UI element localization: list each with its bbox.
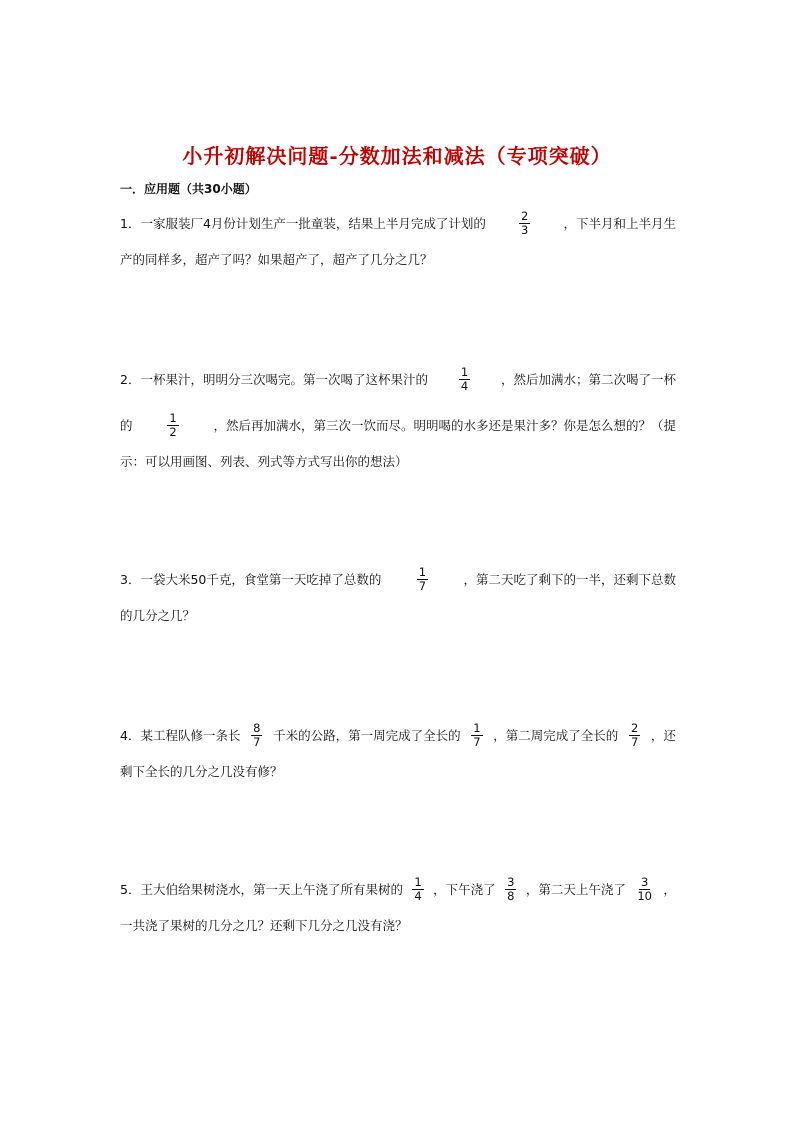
question-5-line-2: 一共浇了果树的几分之几？还剩下几分之几没有浇？	[120, 918, 408, 933]
fraction-numerator: 1	[414, 875, 422, 889]
q5-text-c: ，第二天上午浇了	[525, 881, 626, 897]
fraction-denominator: 2	[169, 425, 177, 439]
question-1-line-2: 产的同样多，超产了吗？如果超产了，超产了几分之几？	[120, 252, 433, 267]
q1-text-b: ，下半月和上半月生	[563, 215, 676, 231]
page-title: 小升初解决问题-分数加法和减法（专项突破）	[182, 144, 612, 168]
fraction-denominator: 7	[630, 735, 639, 749]
fraction-denominator: 7	[418, 579, 427, 593]
fraction-numerator: 1	[460, 365, 469, 379]
q1-text-a: 1．一家服装厂4月份计划生产一批童装，结果上半月完成了计划的	[120, 215, 486, 231]
question-4-line-1	[120, 722, 676, 749]
q5-fraction-1	[412, 876, 423, 903]
q3-fraction-1	[417, 566, 428, 593]
fraction-denominator: 8	[507, 889, 515, 903]
question-2-line-2	[120, 412, 676, 439]
q2-text-a: 2．一杯果汁，明明分三次喝完。第一次喝了这杯果汁的	[120, 371, 428, 387]
fraction-numerator: 8	[253, 721, 261, 735]
fraction-numerator: 1	[473, 721, 481, 735]
q5-fraction-2	[505, 876, 516, 903]
fraction-numerator: 2	[630, 721, 639, 735]
q4-fraction-3	[629, 722, 640, 749]
q5-fraction-3	[635, 876, 654, 903]
q3-text-b: ，第二天吃了剩下的一半，还剩下总数	[463, 571, 676, 587]
fraction-numerator: 3	[641, 875, 649, 889]
q2-text-d: ，然后再加满水，第三次一饮而尽。明明喝的水多还是果汁多？你是怎么想的？（提	[213, 417, 676, 433]
q3-text-a: 3．一袋大米50千克，食堂第一天吃掉了总数的	[120, 571, 382, 587]
fraction-numerator: 1	[169, 411, 177, 425]
q5-text-a: 5．王大伯给果树浇水，第一天上午浇了所有果树的	[120, 881, 403, 897]
q1-fraction-1	[519, 210, 530, 237]
fraction-denominator: 10	[637, 889, 652, 903]
fraction-denominator: 3	[521, 223, 529, 237]
q2-fraction-2	[167, 412, 178, 439]
q4-fraction-1	[251, 722, 262, 749]
q2-text-b: ，然后加满水；第二次喝了一杯	[500, 371, 676, 387]
fraction-numerator: 3	[507, 875, 515, 889]
fraction-denominator: 4	[460, 379, 469, 393]
q5-text-b: ，下午浇了	[433, 881, 496, 897]
q4-text-d: ，还	[650, 727, 676, 743]
fraction-denominator: 7	[253, 735, 261, 749]
fraction-numerator: 2	[521, 209, 529, 223]
question-2-line-1	[120, 366, 676, 393]
q4-text-b: 千米的公路，第一周完成了全长的	[273, 727, 461, 743]
question-3-line-1	[120, 566, 676, 593]
question-3-line-2: 的几分之几？	[120, 608, 196, 623]
question-2-line-3: 示：可以用画图、列表、列式等方式写出你的想法）	[120, 454, 408, 469]
q5-text-d: ，	[663, 881, 676, 897]
question-1-line-1	[120, 210, 676, 237]
q2-text-c: 的	[120, 417, 133, 433]
q4-text-a: 4．某工程队修一条长	[120, 727, 241, 743]
question-4-line-2: 剩下全长的几分之几没有修？	[120, 764, 283, 779]
section-heading: 一．应用题（共30小题）	[120, 182, 257, 196]
fraction-denominator: 7	[473, 735, 481, 749]
fraction-denominator: 4	[414, 889, 422, 903]
q2-fraction-1	[459, 366, 470, 393]
fraction-numerator: 1	[418, 565, 427, 579]
q4-fraction-2	[471, 722, 482, 749]
q4-text-c: ，第二周完成了全长的	[493, 727, 619, 743]
question-5-line-1	[120, 876, 676, 903]
